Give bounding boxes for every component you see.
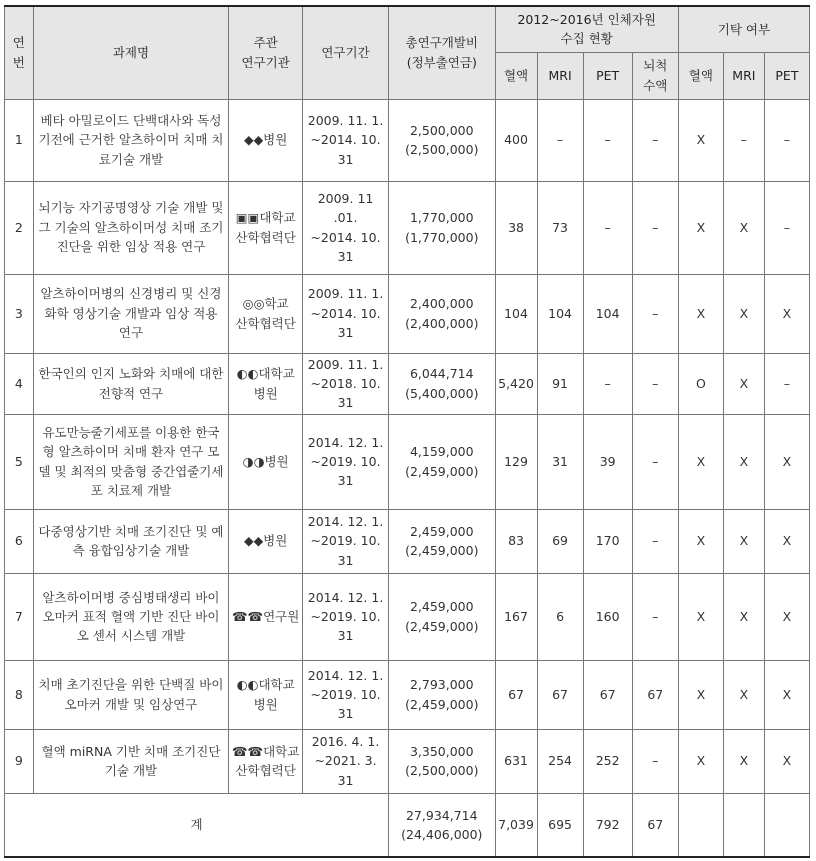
row-consign-2: X	[764, 573, 809, 660]
row-no: 5	[5, 414, 34, 509]
row-consign-0: X	[678, 509, 723, 573]
total-collect-3: 67	[632, 793, 678, 857]
row-collect-1: 254	[537, 729, 583, 793]
row-consign-1: X	[723, 729, 764, 793]
row-consign-1: X	[723, 509, 764, 573]
row-title: 베타 아밀로이드 단백대사와 독성기전에 근거한 알츠하이머 치매 치료기술 개발	[33, 99, 229, 181]
header-collect-group: 2012~2016년 인체자원 수집 현황	[495, 6, 678, 52]
row-no: 4	[5, 353, 34, 414]
row-consign-1: X	[723, 414, 764, 509]
row-collect-1: 6	[537, 573, 583, 660]
row-period: 2009. 11. 1. ~2018. 10. 31	[303, 353, 389, 414]
row-budget: 6,044,714 (5,400,000)	[389, 353, 496, 414]
row-title: 뇌기능 자기공명영상 기술 개발 및 그 기술의 알츠하이머성 치매 조기진단을 위한 임상 적용 연구	[33, 181, 229, 274]
total-consign-empty	[723, 793, 764, 857]
row-consign-0: X	[678, 573, 723, 660]
row-collect-2: –	[583, 353, 632, 414]
row-collect-3: –	[632, 573, 678, 660]
research-table	[4, 5, 810, 858]
header-budget: 총연구개발비 (정부출연금)	[389, 6, 496, 99]
row-collect-2: 252	[583, 729, 632, 793]
row-collect-2: –	[583, 181, 632, 274]
row-org: ▣▣대학교 산학협력단	[229, 181, 303, 274]
row-collect-2: 104	[583, 274, 632, 353]
row-collect-3: –	[632, 353, 678, 414]
table-row	[5, 414, 810, 509]
row-collect-1: –	[537, 99, 583, 181]
row-collect-3: –	[632, 509, 678, 573]
table-body	[5, 99, 810, 857]
row-org: ☎☎연구원	[229, 573, 303, 660]
row-budget: 2,400,000 (2,400,000)	[389, 274, 496, 353]
row-period: 2014. 12. 1. ~2019. 10. 31	[303, 573, 389, 660]
row-consign-2: X	[764, 274, 809, 353]
row-consign-2: X	[764, 509, 809, 573]
row-consign-2: –	[764, 99, 809, 181]
header-consign-blood: 혈액	[678, 52, 723, 99]
header-collect-csf: 뇌척 수액	[632, 52, 678, 99]
row-org: ◆◆병원	[229, 99, 303, 181]
row-consign-1: X	[723, 573, 764, 660]
row-period: 2009. 11. 1. ~2014. 10. 31	[303, 99, 389, 181]
row-budget: 4,159,000 (2,459,000)	[389, 414, 496, 509]
row-org: ◑◑병원	[229, 414, 303, 509]
total-consign-empty	[678, 793, 723, 857]
row-no: 6	[5, 509, 34, 573]
header-collect-blood: 혈액	[495, 52, 537, 99]
row-consign-0: X	[678, 729, 723, 793]
row-consign-2: X	[764, 729, 809, 793]
row-collect-1: 67	[537, 660, 583, 729]
header-title: 과제명	[33, 6, 229, 99]
row-period: 2009. 11 .01. ~2014. 10. 31	[303, 181, 389, 274]
total-budget: 27,934,714 (24,406,000)	[389, 793, 496, 857]
row-consign-1: X	[723, 353, 764, 414]
row-consign-0: X	[678, 181, 723, 274]
row-consign-0: X	[678, 99, 723, 181]
row-collect-0: 67	[495, 660, 537, 729]
row-title: 알츠하이머병의 신경병리 및 신경화학 영상기술 개발과 임상 적용 연구	[33, 274, 229, 353]
row-no: 3	[5, 274, 34, 353]
row-title: 다중영상기반 치매 조기진단 및 예측 융합임상기술 개발	[33, 509, 229, 573]
row-budget: 2,793,000 (2,459,000)	[389, 660, 496, 729]
row-consign-2: –	[764, 353, 809, 414]
table-row	[5, 353, 810, 414]
row-no: 9	[5, 729, 34, 793]
total-row	[5, 793, 810, 857]
row-title: 한국인의 인지 노화와 치매에 대한 전향적 연구	[33, 353, 229, 414]
row-title: 유도만능줄기세포를 이용한 한국형 알츠하이머 치매 환자 연구 모델 및 최적의 맞춤형 중간엽줄기세포 치료제 개발	[33, 414, 229, 509]
total-label: 계	[5, 793, 389, 857]
row-collect-0: 167	[495, 573, 537, 660]
row-collect-1: 31	[537, 414, 583, 509]
row-collect-0: 83	[495, 509, 537, 573]
row-consign-0: O	[678, 353, 723, 414]
row-period: 2014. 12. 1. ~2019. 10. 31	[303, 414, 389, 509]
header-collect-pet: PET	[583, 52, 632, 99]
row-collect-3: –	[632, 414, 678, 509]
row-collect-0: 5,420	[495, 353, 537, 414]
row-collect-0: 400	[495, 99, 537, 181]
row-no: 7	[5, 573, 34, 660]
row-budget: 3,350,000 (2,500,000)	[389, 729, 496, 793]
row-budget: 2,500,000 (2,500,000)	[389, 99, 496, 181]
row-collect-1: 104	[537, 274, 583, 353]
row-collect-3: 67	[632, 660, 678, 729]
row-org: ◐◐대학교 병원	[229, 353, 303, 414]
row-consign-0: X	[678, 414, 723, 509]
header-consign-mri: MRI	[723, 52, 764, 99]
row-collect-1: 73	[537, 181, 583, 274]
row-collect-2: 170	[583, 509, 632, 573]
row-org: ◐◐대학교 병원	[229, 660, 303, 729]
total-collect-2: 792	[583, 793, 632, 857]
header-collect-mri: MRI	[537, 52, 583, 99]
row-period: 2016. 4. 1. ~2021. 3. 31	[303, 729, 389, 793]
total-collect-0: 7,039	[495, 793, 537, 857]
row-period: 2014. 12. 1. ~2019. 10. 31	[303, 660, 389, 729]
row-collect-3: –	[632, 274, 678, 353]
row-collect-2: 67	[583, 660, 632, 729]
table-row	[5, 573, 810, 660]
header-org: 주관 연구기관	[229, 6, 303, 99]
total-collect-1: 695	[537, 793, 583, 857]
table-row	[5, 660, 810, 729]
row-collect-3: –	[632, 181, 678, 274]
row-consign-2: X	[764, 414, 809, 509]
row-no: 2	[5, 181, 34, 274]
row-collect-1: 91	[537, 353, 583, 414]
row-budget: 2,459,000 (2,459,000)	[389, 573, 496, 660]
header-consign-pet: PET	[764, 52, 809, 99]
header-consign-group: 기탁 여부	[678, 6, 809, 52]
row-consign-0: X	[678, 660, 723, 729]
row-consign-1: –	[723, 99, 764, 181]
row-org: ◎◎학교 산학협력단	[229, 274, 303, 353]
row-consign-2: X	[764, 660, 809, 729]
row-collect-0: 104	[495, 274, 537, 353]
table-row	[5, 274, 810, 353]
row-collect-2: 160	[583, 573, 632, 660]
row-budget: 1,770,000 (1,770,000)	[389, 181, 496, 274]
row-period: 2009. 11. 1. ~2014. 10. 31	[303, 274, 389, 353]
row-collect-1: 69	[537, 509, 583, 573]
row-org: ☎☎대학교 산학협력단	[229, 729, 303, 793]
row-collect-0: 38	[495, 181, 537, 274]
row-title: 알츠하이머병 중심병태생리 바이오마커 표적 혈액 기반 진단 바이오 센서 시스템 개발	[33, 573, 229, 660]
table-row	[5, 509, 810, 573]
row-collect-3: –	[632, 99, 678, 181]
table-row	[5, 729, 810, 793]
row-consign-1: X	[723, 181, 764, 274]
header-period: 연구기간	[303, 6, 389, 99]
row-collect-0: 129	[495, 414, 537, 509]
row-collect-3: –	[632, 729, 678, 793]
row-budget: 2,459,000 (2,459,000)	[389, 509, 496, 573]
row-no: 8	[5, 660, 34, 729]
row-period: 2014. 12. 1. ~2019. 10. 31	[303, 509, 389, 573]
row-consign-0: X	[678, 274, 723, 353]
row-collect-2: 39	[583, 414, 632, 509]
row-title: 치매 초기진단을 위한 단백질 바이오마커 개발 및 임상연구	[33, 660, 229, 729]
header-no: 연 번	[5, 6, 34, 99]
row-collect-2: –	[583, 99, 632, 181]
row-no: 1	[5, 99, 34, 181]
table-row	[5, 99, 810, 181]
table-row	[5, 181, 810, 274]
row-collect-0: 631	[495, 729, 537, 793]
row-consign-2: –	[764, 181, 809, 274]
row-org: ◆◆병원	[229, 509, 303, 573]
row-consign-1: X	[723, 274, 764, 353]
total-consign-empty	[764, 793, 809, 857]
row-consign-1: X	[723, 660, 764, 729]
row-title: 혈액 miRNA 기반 치매 조기진단 기술 개발	[33, 729, 229, 793]
